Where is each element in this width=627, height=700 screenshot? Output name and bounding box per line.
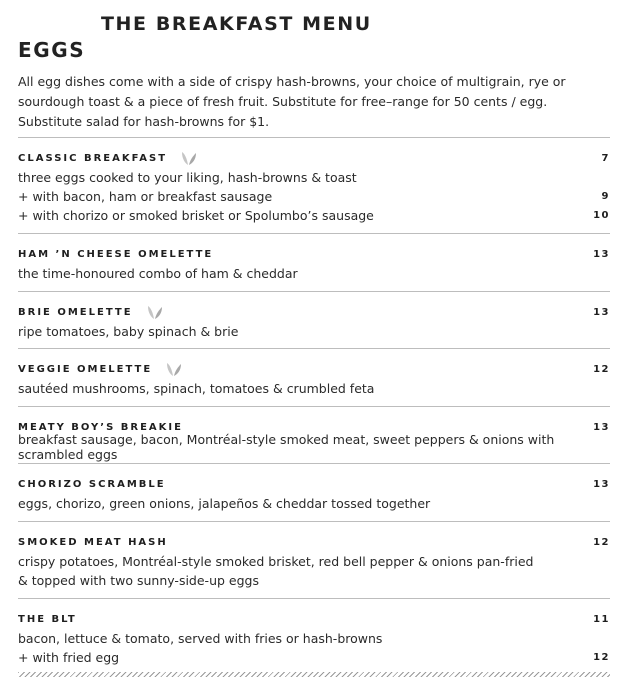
menu-item-brie-omelette bbox=[18, 291, 610, 348]
item-name: CLASSIC BREAKFAST bbox=[18, 153, 168, 164]
item-description: & topped with two sunny-side-up eggs bbox=[18, 573, 259, 588]
item-name-wrap bbox=[18, 362, 184, 378]
item-description: sautéed mushrooms, spinach, tomatoes & crumbled feta bbox=[18, 381, 375, 396]
item-price: 7 bbox=[601, 153, 610, 164]
menu-items bbox=[18, 137, 610, 675]
item-name-wrap bbox=[18, 305, 165, 321]
item-name: SMOKED MEAT HASH bbox=[18, 537, 168, 548]
item-price: 11 bbox=[593, 614, 610, 625]
item-name: BRIE OMELETTE bbox=[18, 307, 133, 318]
option-price: 12 bbox=[593, 652, 610, 663]
menu-item-chorizo-scramble bbox=[18, 463, 610, 521]
item-name: HAM ’N CHEESE OMELETTE bbox=[18, 249, 214, 260]
item-option: + with chorizo or smoked brisket or Spolumbo’s sausage bbox=[18, 208, 374, 223]
item-price: 12 bbox=[593, 364, 610, 375]
item-option: + with bacon, ham or breakfast sausage bbox=[18, 189, 273, 204]
item-name: MEATY BOY’S BREAKIE bbox=[18, 422, 183, 433]
item-price: 13 bbox=[593, 307, 610, 318]
menu-item-classic-breakfast bbox=[18, 137, 610, 233]
menu-item-meaty-boys-breakie bbox=[18, 406, 610, 463]
option-price: 9 bbox=[601, 191, 610, 202]
option-price: 10 bbox=[593, 210, 610, 221]
item-name: THE BLT bbox=[18, 614, 77, 625]
item-description: breakfast sausage, bacon, Montréal-style smoked meat, sweet peppers & onions with scrambled eggs bbox=[18, 431, 555, 462]
menu-item-ham-cheese-omelette bbox=[18, 233, 610, 291]
menu-item-smoked-meat-hash bbox=[18, 521, 610, 598]
item-price: 13 bbox=[593, 422, 610, 433]
leaf-icon bbox=[145, 305, 165, 321]
intro-text bbox=[18, 72, 610, 132]
leaf-icon bbox=[179, 151, 199, 167]
item-description: the time-honoured combo of ham & cheddar bbox=[18, 266, 298, 281]
leaf-icon bbox=[164, 362, 184, 378]
menu-item-veggie-omelette bbox=[18, 348, 610, 406]
item-price: 13 bbox=[593, 249, 610, 260]
item-option: + with fried egg bbox=[18, 650, 120, 665]
item-description: ripe tomatoes, baby spinach & brie bbox=[18, 324, 239, 339]
item-name-wrap bbox=[18, 151, 199, 167]
item-price: 13 bbox=[593, 479, 610, 490]
page-title: THE BREAKFAST MENU bbox=[101, 13, 372, 35]
menu-item-the-blt bbox=[18, 598, 610, 675]
item-description: eggs, chorizo, green onions, jalapeños & cheddar tossed together bbox=[18, 496, 431, 511]
section-title: EGGS bbox=[18, 38, 86, 62]
item-name: CHORIZO SCRAMBLE bbox=[18, 479, 166, 490]
item-name: VEGGIE OMELETTE bbox=[18, 364, 153, 375]
item-description: three eggs cooked to your liking, hash-browns & toast bbox=[18, 170, 357, 185]
item-description: bacon, lettuce & tomato, served with fries or hash-browns bbox=[18, 631, 383, 646]
intro-line: sourdough toast & a piece of fresh fruit. Substitute for free–range for 50 cents / egg. bbox=[18, 94, 548, 109]
intro-line: All egg dishes come with a side of crispy hash-browns, your choice of multigrain, rye or bbox=[18, 74, 566, 89]
item-description: crispy potatoes, Montréal-style smoked brisket, red bell pepper & onions pan-fried bbox=[18, 554, 534, 569]
item-price: 12 bbox=[593, 537, 610, 548]
intro-line: Substitute salad for hash-browns for $1. bbox=[18, 114, 270, 129]
hatched-divider bbox=[18, 672, 610, 677]
